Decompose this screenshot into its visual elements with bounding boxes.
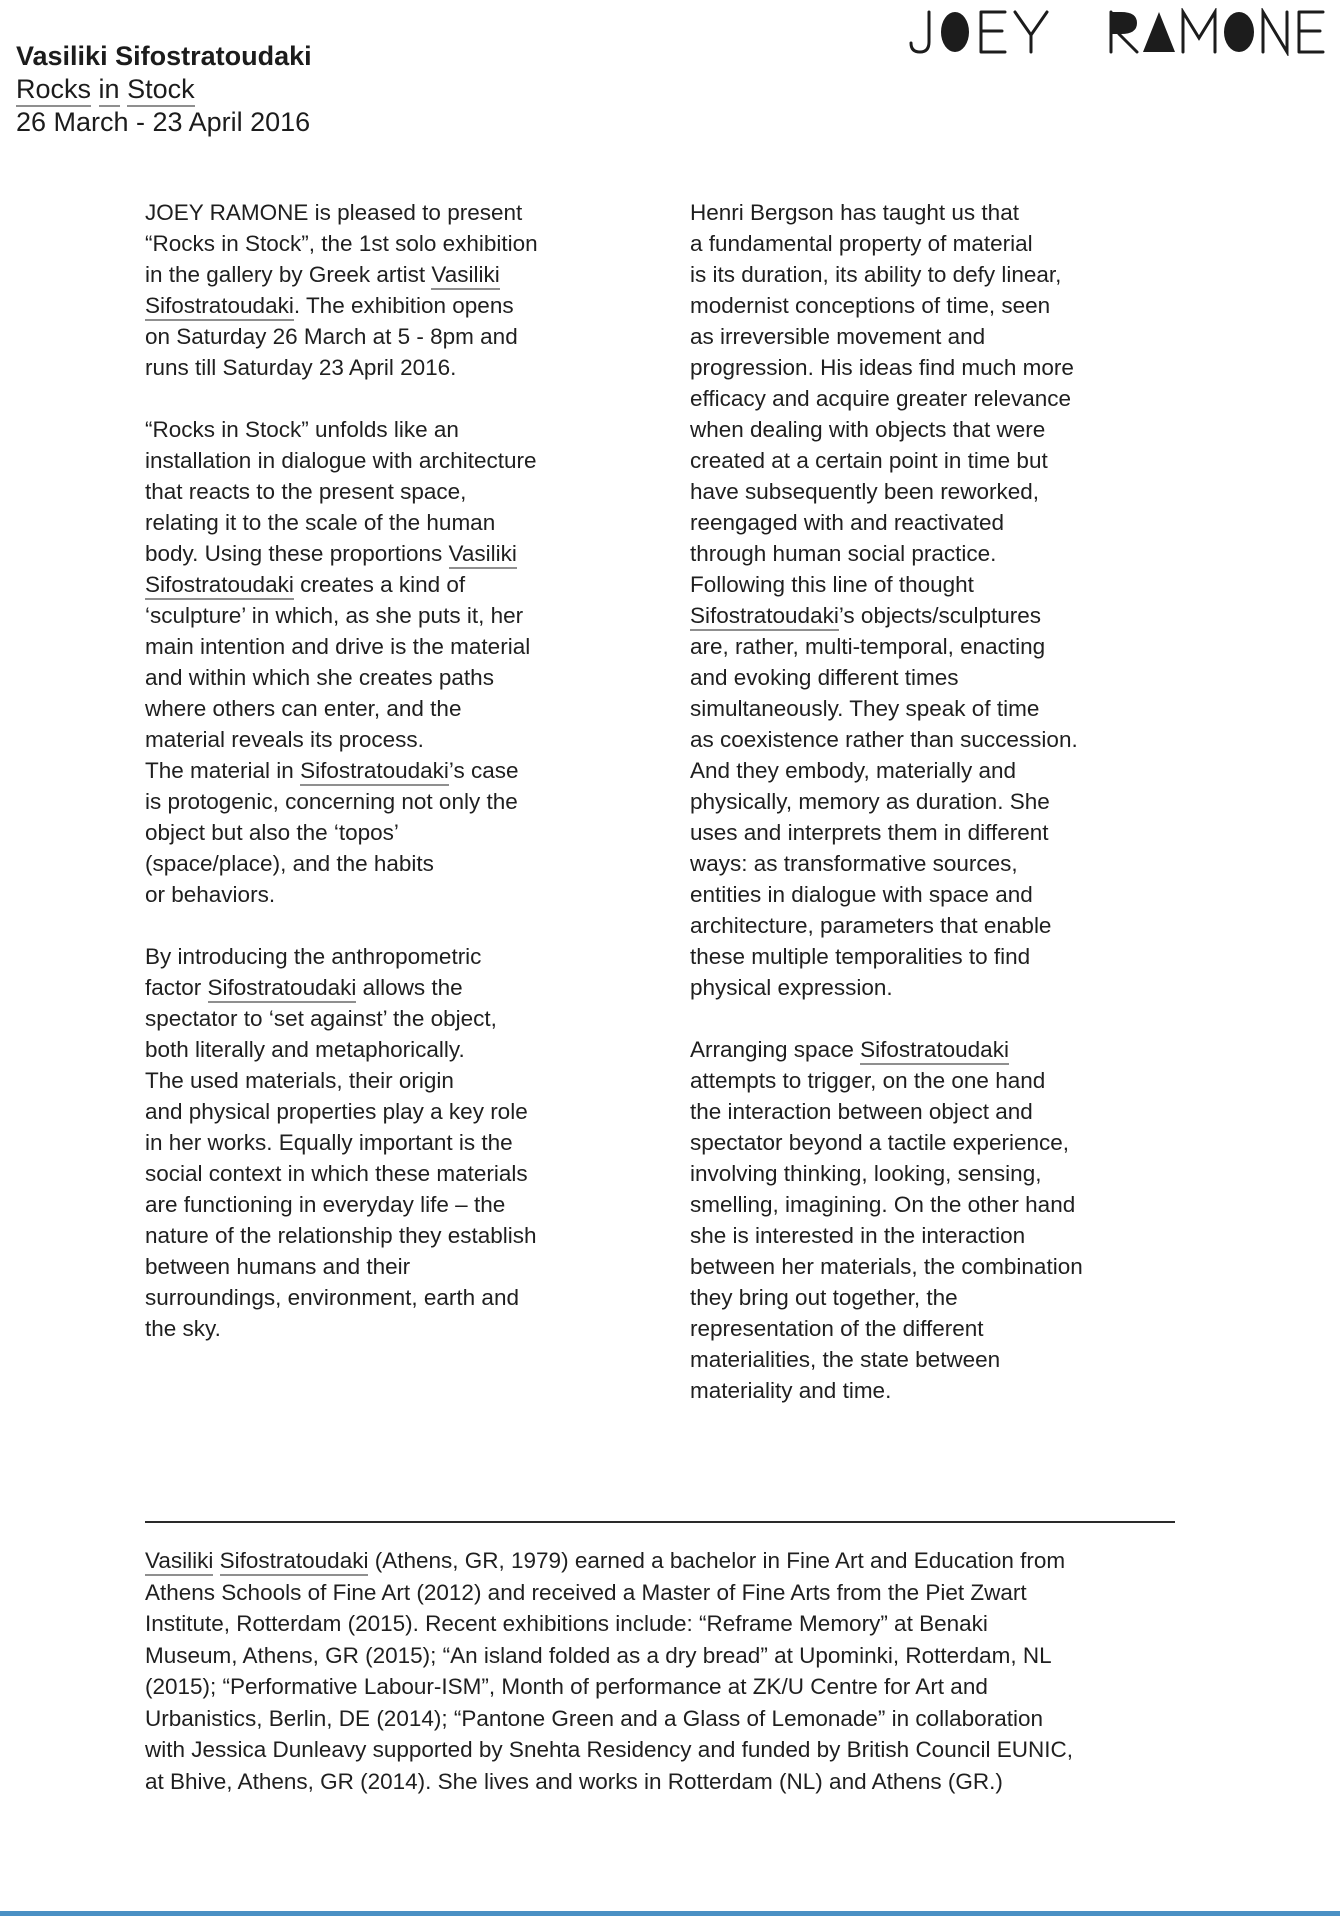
exhibition-title: Rocks in Stock — [16, 73, 312, 106]
logo-icon — [905, 8, 1330, 56]
paragraph-arranging-space: Arranging space Sifostratoudaki attempts to trigger, on the one hand the interaction between object and spectator beyond a tactile experience, involving thinking, looking, sensing, smelling, imagining. On the other hand she is interested in the interaction between her materials, the combination they bring out together, the representation of the different materialities, the state between materiality and time. — [690, 1037, 1083, 1403]
artist-name: Vasiliki Sifostratoudaki — [16, 41, 312, 71]
paragraph-anthropometric: By introducing the anthropometric factor Sifostratoudaki allows the spectator to ‘set against’ the object, both literally and metaphorically. The used materials, their origin and physical properties play a key role in her works. Equally important is the social context in which these materials are functioning in everyday life – the nature of the relationship they establish between humans and their surroundings, environment, earth and the sky. — [145, 944, 537, 1341]
paragraph-intro: JOEY RAMONE is pleased to present “Rocks in Stock”, the 1st solo exhibition in the gallery by Greek artist Vasiliki Sifostratoudaki. The exhibition opens on Saturday 26 March at 5 - 8pm and runs till Saturday 23 April 2016. — [145, 200, 538, 380]
artist-bio: Vasiliki Sifostratoudaki (Athens, GR, 1979) earned a bachelor in Fine Art and Education from Athens Schools of Fine Art (2012) and received a Master of Fine Arts from the Piet Zwart Institute, Rotterdam (2015). Recent exhibitions include: “Reframe Memory” at Benaki Museum, Athens, GR (2015); “An island folded as a dry bread” at Upominki, Rotterdam, NL (2015); “Performative Labour-ISM”, Month of performance at ZK/U Centre for Art and Urbanistics, Berlin, DE (2014); “Pantone Green and a Glass of Lemonade” in collaboration with Jessica Dunleavy supported by Snehta Residency and funded by British Council EUNIC, at Bhive, Athens, GR (2014). She lives and works in Rotterdam (NL) and Athens (GR.) — [145, 1548, 1073, 1794]
divider-rule — [145, 1521, 1175, 1523]
press-release-header — [16, 40, 312, 139]
paragraph-bergson: Henri Bergson has taught us that a fundamental property of material is its duration, its ability to defy linear, modernist conceptions of time, seen as irreversible movement and progression. His ideas find much more efficacy and acquire greater relevance when dealing with objects that were created at a certain point in time but have subsequently been reworked, reengaged with and reactivated through human social practice. Following this line of thought Sifostratoudaki’s objects/sculptures are, rather, multi-temporal, enacting and evoking different times simultaneously. They speak of time as coexistence rather than succession. And they embody, materially and physically, memory as duration. She uses and interprets them in different ways: as transformative sources, entities in dialogue with space and architecture, parameters that enable these multiple temporalities to find physical expression. — [690, 200, 1078, 1000]
press-release-column-right — [690, 197, 1170, 1406]
paragraph-exhibition-concept: “Rocks in Stock” unfolds like an installation in dialogue with architecture that reacts to the present space, relating it to the scale of the human body. Using these proportions Vasiliki Sifostratoudaki creates a kind of ‘sculpture’ in which, as she puts it, her main intention and drive is the material and within which she creates paths where others can enter, and the material reveals its process. The material in Sifostratoudaki’s case is protogenic, concerning not only the object but also the ‘topos’ (space/place), and the habits or behaviors. — [145, 417, 537, 907]
press-release-column-left — [145, 197, 590, 1344]
joey-ramone-gallery-logo — [905, 8, 1330, 56]
exhibition-dates: 26 March - 23 April 2016 — [16, 107, 311, 137]
footer-accent-bar — [0, 1911, 1340, 1916]
